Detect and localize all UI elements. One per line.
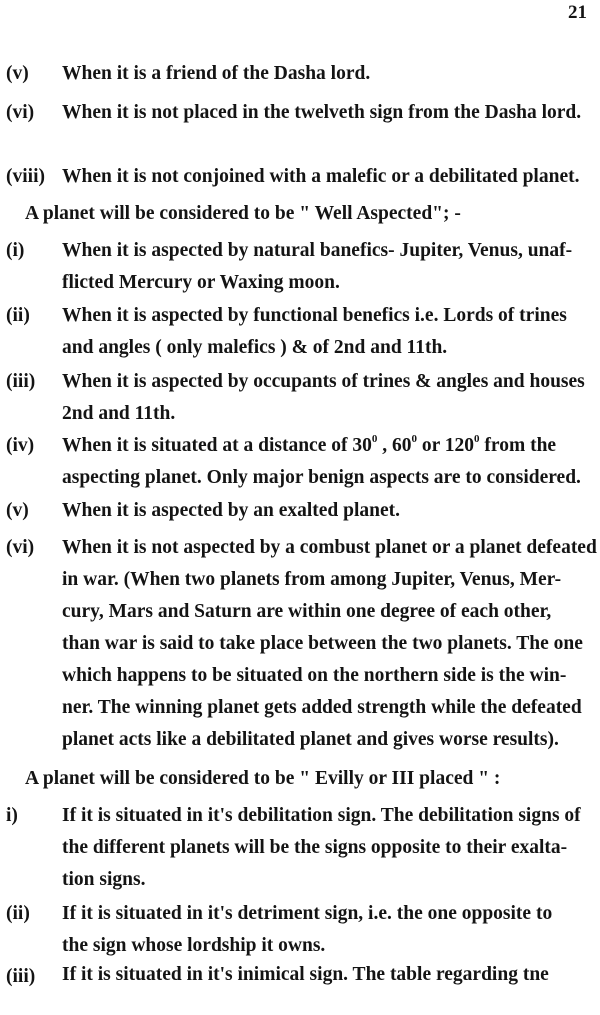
item-text: When it is aspected by natural banefics- Jupiter, Venus, unaf- flicted Mercury or Waxing moon. — [62, 240, 573, 293]
item-text: If it is situated in it's debilitation sign. The debilitation signs of the different planets will be the signs opposite to their exalta- tion signs. — [62, 805, 581, 890]
list-item — [6, 532, 598, 756]
item-text: If it is situated in it's detriment sign, i.e. the one opposite to the sign whose lordship it owns. — [62, 903, 553, 956]
item-number: i) — [6, 805, 18, 826]
item-text: When it is aspected by functional benefics i.e. Lords of trines and angles ( only malefics ) & of 2nd and 11th. — [62, 305, 567, 358]
item-number: (iv) — [6, 435, 35, 456]
item-number: (v) — [6, 63, 29, 84]
list-item — [6, 495, 598, 527]
item-number: (iii) — [6, 966, 36, 987]
item-number: (i) — [6, 240, 25, 261]
list-item — [6, 58, 598, 90]
item-number: (vi) — [6, 537, 35, 558]
item-text: When it is situated at a distance of $30^0$ , $60^0$ or $120^0$ from the aspecting planet. Only major benign aspects are to considered. — [62, 433, 581, 488]
item-number: (vi) — [6, 102, 35, 123]
list-item — [6, 366, 598, 430]
item-text: When it is not aspected by a combust planet or a planet defeated in war. (When two planets from among Jupiter, Venus, Mer- cury, Mars and Saturn are within one degree of each other, than war is said to take place between the two planets. The one which happens to be situated on the northern side is the win- ner. The winning planet gets added strength while the defeated planet acts like a debilitated planet and gives worse results). — [62, 537, 597, 750]
list-item — [6, 800, 598, 896]
item-text: When it is not conjoined with a malefic or a debilitated planet. — [62, 166, 580, 187]
section-heading-evilly-placed: A planet will be considered to be " Evilly or III placed " : — [25, 768, 501, 789]
list-item — [6, 300, 598, 364]
list-item — [6, 161, 598, 193]
item-text: When it is not placed in the twelveth sign from the Dasha lord. — [62, 102, 582, 123]
section-heading-well-aspected: A planet will be considered to be " Well Aspected"; - — [25, 203, 461, 224]
item-text: When it is aspected by an exalted planet. — [62, 500, 401, 521]
item-number: (v) — [6, 500, 29, 521]
item-text: If it is situated in it's inimical sign. The table regarding tne — [62, 964, 549, 985]
page-number: 21 — [568, 2, 587, 23]
list-item — [6, 235, 598, 299]
list-item — [6, 430, 598, 494]
item-text: When it is aspected by occupants of trines & angles and houses 2nd and 11th. — [62, 371, 585, 424]
item-number: (ii) — [6, 305, 30, 326]
item-number: (viii) — [6, 166, 45, 187]
list-item — [6, 961, 598, 1015]
item-number: (ii) — [6, 903, 30, 924]
item-text: When it is a friend of the Dasha lord. — [62, 63, 371, 84]
item-number: (iii) — [6, 371, 36, 392]
list-item — [6, 97, 598, 129]
list-item — [6, 898, 598, 962]
